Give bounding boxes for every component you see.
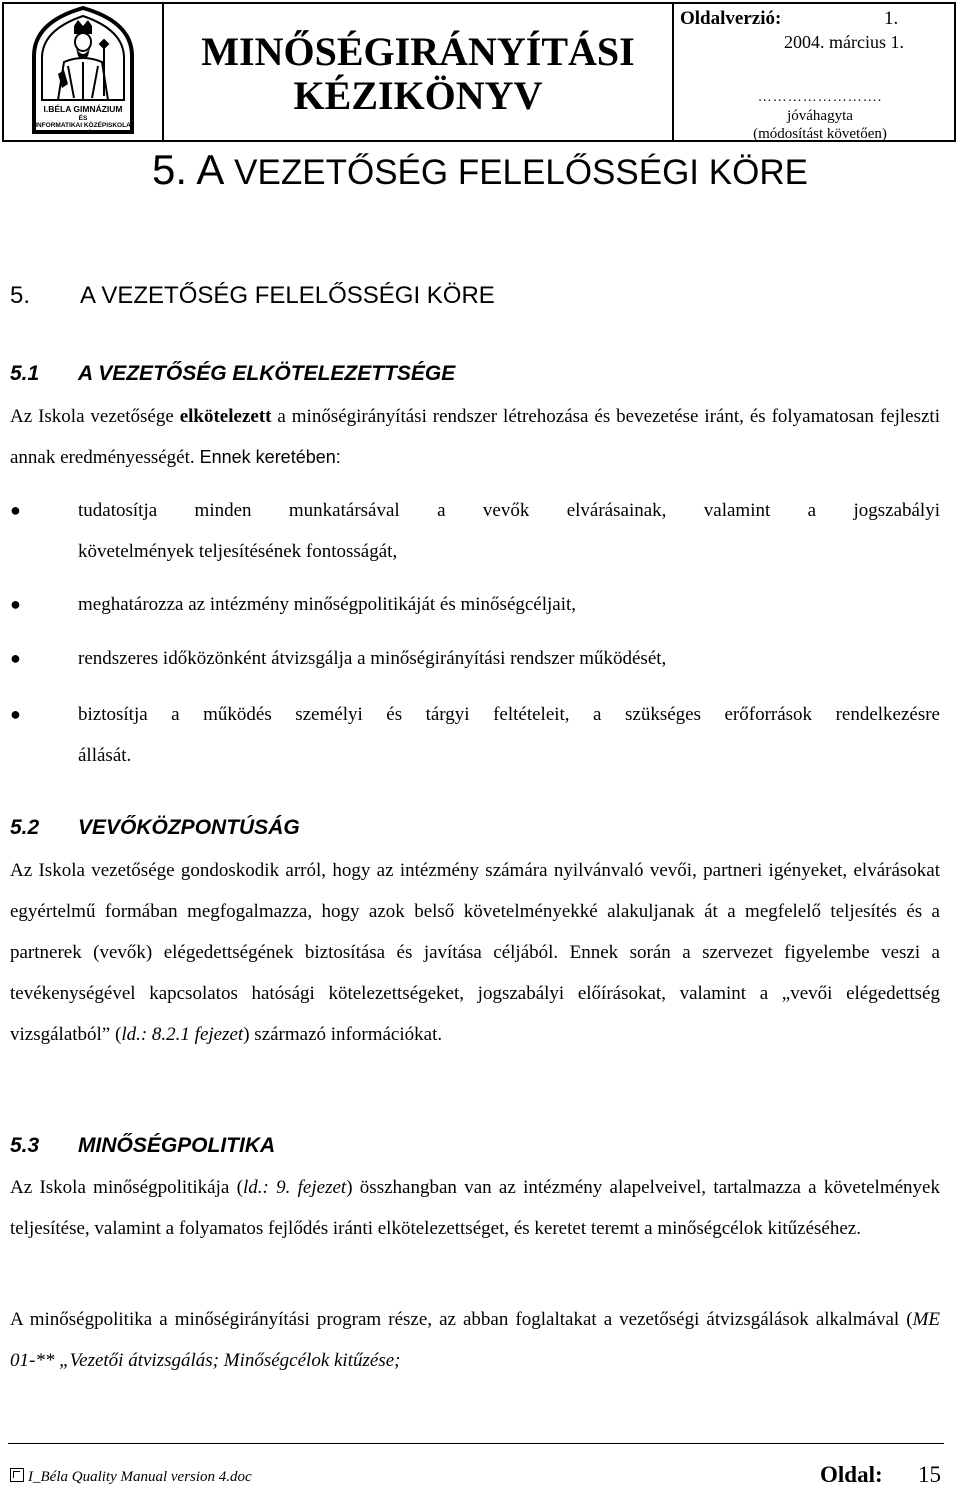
version-date: 2004. március 1. — [784, 32, 904, 52]
logo-text: INFORMATIKAI KÖZÉPISKOLA — [35, 122, 131, 129]
list-item-text: követelmények teljesítésének fontosságát, — [78, 541, 398, 562]
school-logo — [4, 4, 162, 140]
paragraph-text: Az Iskola vezetősége gondoskodik arról, hogy az intézmény számára nyilvánvaló vevői, partneri igényeket, elvárásokat egyértelmű formában megfogalmazza, hogy azok belső követelményekké alakuljanak át a megfelelő teljesítés és a partnerek (vevők) elégedettségének biztosítása és javítása céljából. Ennek során a szervezet figyelembe veszi a tevékenységével kapcsolatos hatósági kötelezettségeket, jogszabályi előírásokat, valamint a „vevői elégedettség vizsgálatból” ( — [10, 860, 940, 1045]
chapter-banner-title: VEZETŐSÉG FELELŐSSÉGI KÖRE — [234, 153, 808, 192]
paragraph-5-2 — [10, 850, 940, 1055]
document-header — [2, 2, 956, 142]
section-title: MINŐSÉGPOLITIKA — [78, 1134, 276, 1157]
footer-page-number: 15 — [918, 1462, 941, 1487]
list-item — [10, 638, 940, 679]
section-number: 5.1 — [10, 362, 40, 385]
manual-title-line1: MINŐSÉGIRÁNYÍTÁSI — [201, 29, 635, 74]
section-heading-5-1 — [10, 362, 455, 386]
version-box — [674, 4, 954, 140]
paragraph-text: a minőségirányítási rendszer létrehozása és bevezetése iránt, és folyamatosan fejleszti annak eredményességét. — [10, 406, 940, 468]
paragraph-reference: ME 01-** „Vezetői átvizsgálás; Minőségcélok kitűzése; — [10, 1309, 940, 1371]
list-item-text: biztosítja a működés személyi és tárgyi feltételeit, a szükséges erőforrások rendelkezésre — [78, 704, 940, 725]
bullet-icon: ● — [10, 704, 21, 724]
section-title: A VEZETŐSÉG FELELŐSSÉGI KÖRE — [80, 282, 495, 309]
footer-page-label: Oldal: — [820, 1462, 883, 1487]
footer-filename — [10, 1468, 252, 1486]
footer-rule — [8, 1443, 944, 1444]
manual-title — [164, 30, 672, 118]
list-item — [10, 694, 940, 776]
list-item-text: rendszeres időközönként átvizsgálja a minőségirányítási rendszer működését, — [78, 648, 667, 669]
bullet-icon: ● — [10, 594, 21, 614]
paragraph-text: ) összhangban van az intézmény alapelveivel, tartalmazza a követelmények teljesítése, valamint a folyamatos fejlődés iránti elkötelezettséget, és keretet teremt a minőségcélok kitűzéséhez. — [10, 1177, 940, 1239]
section-heading-5 — [10, 282, 495, 310]
approved-label: jóváhagyta — [787, 108, 853, 124]
version-label: Oldalverzió: — [680, 8, 782, 29]
bullet-icon: ● — [10, 500, 21, 520]
bullet-icon: ● — [10, 648, 21, 668]
paragraph-lead-in: Ennek keretében: — [194, 447, 341, 467]
list-item-text: tudatosítja minden munkatársával a vevők elvárásainak, valamint a jogszabályi — [78, 500, 940, 521]
section-title: VEVŐKÖZPONTÚSÁG — [78, 816, 300, 839]
paragraph-text: ) származó információkat. — [243, 1024, 443, 1045]
approved-note: (módosítást követően) — [753, 126, 887, 142]
paragraph-5-1 — [10, 396, 940, 478]
section-number: 5. — [10, 282, 31, 309]
paragraph-reference: ld.: 8.2.1 fejezet — [121, 1024, 244, 1045]
footer-page — [820, 1462, 941, 1488]
paragraph-reference: ld.: 9. fejezet — [242, 1177, 347, 1198]
paragraph-text: Az Iskola minőségpolitikája ( — [10, 1177, 243, 1198]
paragraph-text: Az Iskola vezetősége — [10, 406, 180, 427]
version-number: 1. — [884, 8, 899, 29]
paragraph-text: A minőségpolitika a minőségirányítási program része, az abban foglaltakat a vezetőségi átvizsgálások alkalmával ( — [10, 1309, 913, 1330]
section-heading-5-2 — [10, 816, 300, 840]
signature-line: ……………………. — [757, 90, 883, 105]
chapter-banner-prefix: 5. A — [152, 146, 225, 193]
document-file-icon — [10, 1468, 24, 1482]
chapter-banner — [0, 146, 960, 194]
list-item-text: állását. — [78, 745, 132, 766]
logo-text: ÉS — [78, 115, 88, 122]
paragraph-5-3-b — [10, 1299, 940, 1381]
paragraph-5-3-a — [10, 1167, 940, 1249]
section-number: 5.2 — [10, 816, 40, 839]
logo-text: I.BÉLA GIMNÁZIUM — [43, 104, 123, 114]
list-item — [10, 490, 940, 572]
manual-title-line2: KÉZIKÖNYV — [293, 73, 543, 118]
paragraph-bold: elkötelezett — [179, 406, 272, 427]
list-item — [10, 584, 940, 625]
list-item-text: meghatározza az intézmény minőségpolitikáját és minőségcéljait, — [78, 594, 577, 615]
footer-filename-text: I_Béla Quality Manual version 4.doc — [28, 1469, 252, 1485]
section-title: A VEZETŐSÉG ELKÖTELEZETTSÉGE — [78, 362, 456, 385]
section-number: 5.3 — [10, 1134, 40, 1157]
section-heading-5-3 — [10, 1134, 275, 1158]
logo-text: SZEKSZÁRD — [66, 130, 100, 136]
